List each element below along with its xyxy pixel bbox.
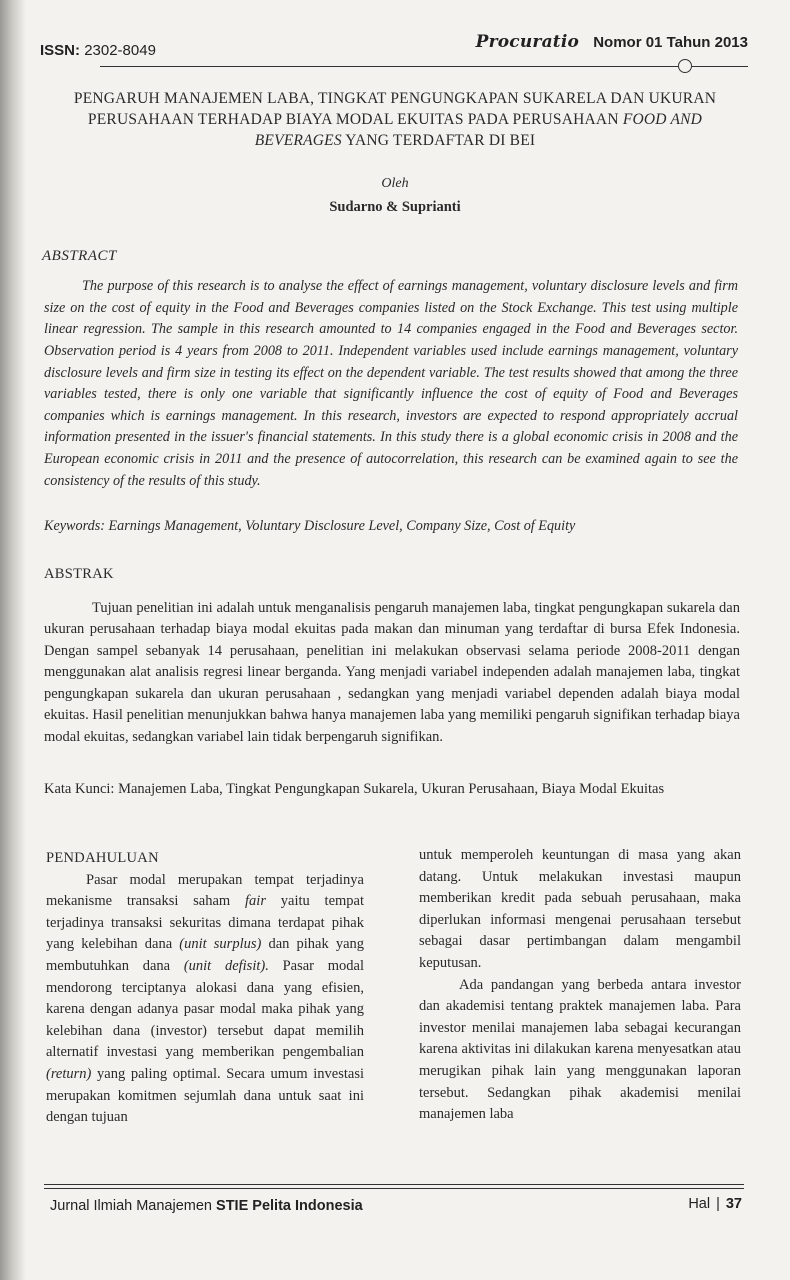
footer-journal-text: Jurnal Ilmiah Manajemen (50, 1198, 217, 1214)
page-label: Hal (688, 1196, 711, 1212)
title-line-2-italic: FOOD AND (622, 111, 703, 128)
byline-oleh: Oleh (381, 176, 409, 191)
body-column-left (46, 848, 364, 1129)
issue-number: Nomor 01 (593, 34, 663, 51)
p1-term-fair: fair (245, 893, 266, 910)
page-binding-shadow (0, 0, 26, 1280)
header-ornament-circle (678, 59, 692, 73)
footer-page (688, 1196, 742, 1212)
title-line-3-italic: BEVERAGES (254, 132, 342, 149)
paragraph-2: Ada pandangan yang berbeda antara investor dan akademisi tentang praktek manajemen laba. Para investor menilai manajemen laba sebagai kecurangan karena aktivitas ini dilakukan karena menyesatkan atau merugikan pihak lain yang menggunakan laporan tersebut. Sedangkan pihak akademisi menilai manajemen laba (419, 976, 741, 1123)
paragraph-1 (46, 870, 364, 1129)
footer-rule (44, 1184, 744, 1189)
title-line-2-text: PERUSAHAAN TERHADAP BIAYA MODAL EKUITAS PADA PERUSAHAAN (87, 111, 623, 128)
authors: Sudarno & Suprianti (329, 199, 461, 215)
p1-text-b: yaitu tempat terjadinya transaksi sekuritas dimana terdapat pihak yang kelebihan dana (46, 893, 365, 953)
issn-number: 2302-8049 (84, 42, 156, 59)
abstract-heading: ABSTRACT (42, 248, 117, 264)
p1-term-defisit: (unit defisit). (183, 957, 269, 974)
section-heading-pendahuluan: PENDAHULUAN (46, 850, 159, 866)
p1-term-return: (return) (46, 1065, 92, 1082)
abstrak-heading: ABSTRAK (44, 566, 114, 582)
title-line-2 (50, 109, 740, 130)
page-separator: | (716, 1196, 720, 1212)
p1-text-c: dan pihak yang membutuhkan dana (46, 936, 365, 974)
issn-label: ISSN: (40, 42, 81, 59)
issn (40, 42, 156, 59)
paragraph-1-continued: untuk memperoleh keuntungan di masa yang akan datang. Untuk melakukan investasi maupun memberikan kredit pada sebuah perusahaan, maka diperlukan informasi mengenai perusahaan tersebut sebagai dasar pertimbangan dalam mengambil keputusan. (419, 847, 741, 971)
footer-rule-top (44, 1184, 744, 1185)
journal-brand: Procuratio (475, 32, 580, 52)
issue-year: Tahun 2013 (666, 34, 748, 51)
title-line-3-text: YANG TERDAFTAR DI BEI (341, 132, 536, 149)
p1-text-e: yang paling optimal. Secara umum investasi merupakan komitmen sejumlah dana untuk saat ini dengan tujuan (46, 1065, 364, 1126)
body-column-right (419, 845, 741, 1126)
title-line-3 (50, 130, 740, 151)
abstract-text: The purpose of this research is to analyse the effect of earnings management, voluntary disclosure levels and firm size on the cost of equity in the Food and Beverages companies listed on the Stock Exchange. This test using multiple linear regression. The sample in this research amounted to 14 companies engaged in the Food and Beverages sector. Observation period is 4 years from 2008 to 2011. Independent variables used include earnings management, voluntary disclosure levels and firm size in testing its effect on the dependent variable. The test results showed that among the three variables tested, there is only one variable that significantly influence the cost of equity of Food and Beverages companies which is earnings management. In this research, investors are expected to respond appropriately accrual information presented in the issuer's financial statements. In this study there is a global economic crisis in 2008 and the European economic crisis in 2011 and the presence of autocorrelation, this research can be examined again to see the consistency of the results of this study. (44, 278, 738, 489)
p1-text-d: Pasar modal mendorong terciptanya alokasi dana yang efisien, karena dengan adanya pasar modal maka pihak yang kelebihan dana (investor) tersebut dapat memilih alternatif investasi yang memberikan pengembalian (46, 957, 364, 1061)
keywords: Keywords: Earnings Management, Voluntary Disclosure Level, Company Size, Cost of Equity (44, 518, 576, 534)
footer-journal-name (50, 1198, 363, 1214)
header-rule (100, 66, 748, 67)
footer-institution: STIE Pelita Indonesia (216, 1198, 363, 1214)
page-header (40, 26, 748, 76)
footer-rule-bottom (44, 1188, 744, 1189)
kata-kunci: Kata Kunci: Manajemen Laba, Tingkat Pengungkapan Sukarela, Ukuran Perusahaan, Biaya Modal Ekuitas (44, 781, 665, 797)
article-title (50, 88, 740, 151)
title-line-1: PENGARUH MANAJEMEN LABA, TINGKAT PENGUNGKAPAN SUKARELA DAN UKURAN (73, 90, 717, 107)
journal-issue-info (476, 32, 748, 52)
page-number: 37 (725, 1196, 742, 1212)
abstrak-text: Tujuan penelitian ini adalah untuk menganalisis pengaruh manajemen laba, tingkat pengungkapan sukarela dan ukuran perusahaan terhadap biaya modal ekuitas pada makan dan minuman yang terdaftar di bursa Efek Indonesia. Dengan sampel sebanyak 14 perusahaan, penelitian ini melakukan observasi selama periode 2008-2011 dengan menggunakan alat analisis regresi linear berganda. Yang menjadi variabel independen adalah manajemen laba, tingkat pengungkapan sukarela dan ukuran perusahaan , sedangkan yang menjadi variabel dependen adalah biaya modal ekuitas. Hasil penelitian menunjukkan bahwa hanya manajemen laba yang memiliki pengaruh signifikan terhadap biaya modal ekuitas, sedangkan variabel lain tidak berpengaruh signifikan. (44, 599, 740, 746)
p1-term-surplus: (unit surplus) (179, 936, 262, 953)
p1-text-a: Pasar modal merupakan tempat terjadinya mekanisme transaksi saham (46, 871, 364, 910)
